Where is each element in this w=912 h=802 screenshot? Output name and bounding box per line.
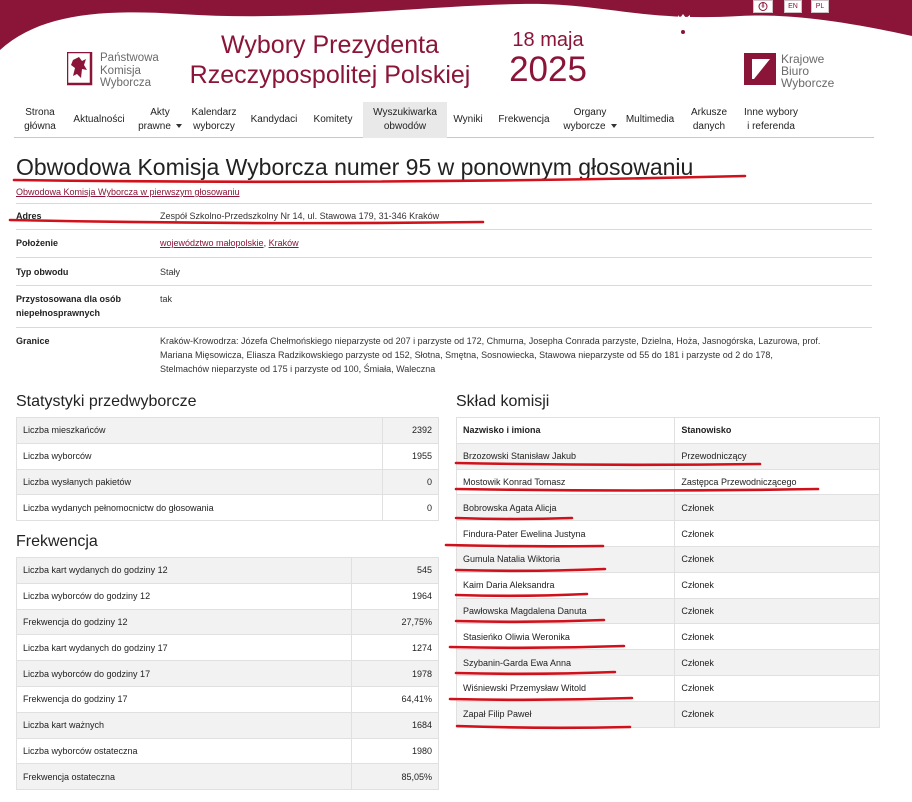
detail-value: Stały (160, 267, 181, 277)
pkw-logo-icon[interactable] (67, 52, 95, 86)
table-row: Zapał Filip Paweł Członek (457, 701, 880, 727)
table-row: Liczba wysłanych pakietów 0 (17, 469, 439, 495)
nav-data-sheets[interactable]: Arkusze danych (690, 107, 728, 132)
detail-value: województwo małopolskie, Kraków (160, 238, 299, 248)
first-round-link[interactable]: Obwodowa Komisja Wyborcza w pierwszym głosowaniu (16, 187, 240, 197)
nav-committees[interactable]: Komitety (313, 114, 353, 125)
turnout-heading: Frekwencja (16, 533, 98, 550)
nav-multimedia[interactable]: Multimedia (625, 114, 675, 125)
table-row: Liczba wyborców do godziny 12 1964 (17, 583, 439, 609)
turnout-table (16, 557, 439, 790)
detail-label: Typ obwodu (16, 267, 69, 277)
nav-home[interactable]: Strona główna (24, 107, 56, 132)
table-row: Frekwencja do godziny 12 27,75% (17, 609, 439, 635)
city-link[interactable]: Kraków (268, 238, 299, 248)
table-row: Liczba mieszkańców 2392 (17, 418, 439, 444)
voivodeship-link[interactable]: województwo małopolskie (160, 238, 264, 248)
kbw-name[interactable]: Krajowe Biuro Wyborcze (781, 52, 835, 90)
table-row: Gumula Natalia Wiktoria Członek (457, 546, 880, 572)
detail-label: Położenie (16, 238, 59, 248)
lang-en-button[interactable]: EN (784, 0, 802, 13)
table-row: Bobrowska Agata Alicja Członek (457, 495, 880, 521)
table-row: Liczba wyborców do godziny 17 1978 (17, 661, 439, 687)
table-row: Liczba wyborców ostateczna 1980 (17, 738, 439, 764)
detail-district-type (16, 257, 872, 285)
commission-table (456, 417, 880, 728)
nav-news[interactable]: Aktualności (73, 114, 125, 125)
nav-other-elections[interactable]: Inne wybory i referenda (744, 107, 798, 132)
kbw-logo-icon[interactable] (744, 53, 776, 85)
nav-candidates[interactable]: Kandydaci (250, 114, 298, 125)
detail-label: Adres (16, 211, 42, 221)
table-row: Liczba kart wydanych do godziny 17 1274 (17, 635, 439, 661)
commission-heading: Skład komisji (456, 393, 550, 410)
lang-pl-button[interactable]: PL (811, 0, 829, 13)
table-row: Findura-Pater Ewelina Justyna Członek (457, 521, 880, 547)
page-title: Obwodowa Komisja Wyborcza numer 95 w ponownym głosowaniu (16, 154, 694, 180)
detail-value: Kraków-Krowodrza: Józefa Chełmońskiego nieparzyste od 207 i parzyste od 172, Chmurna, Josepha Conrada parzyste, Dzielna, Hoża, Jasnogórska, Lazurowa, prof. Mariana Mięsowicza, Eliasza Radzikowskiego parzyste od 152, Słotna, Smętna, Sosnowiecka, Stawowa nieparzyste od 55 do 181 i parzyste od 2 do 178, Stelmachów nieparzyste od 175 i parzyste od 100, Śmiała, Waleczna (160, 336, 821, 374)
table-row: Liczba wyborców 1955 (17, 443, 439, 469)
column-header-name: Nazwisko i imiona (457, 418, 675, 444)
table-row: Frekwencja do godziny 17 64,41% (17, 686, 439, 712)
table-row: Pawłowska Magdalena Danuta Członek (457, 598, 880, 624)
table-row: Brzozowski Stanisław Jakub Przewodniczący (457, 443, 880, 469)
table-row: Kaim Daria Aleksandra Członek (457, 572, 880, 598)
table-header-row (457, 418, 880, 444)
detail-accessibility (16, 285, 872, 327)
table-row: Szybanin-Garda Ewa Anna Członek (457, 650, 880, 676)
nav-calendar[interactable]: Kalendarz wyborczy (191, 107, 237, 132)
table-row: Liczba wydanych pełnomocnictw do głosowania 0 (17, 495, 439, 521)
table-row: Frekwencja ostateczna 85,05% (17, 764, 439, 790)
nav-legal-acts[interactable]: Akty prawne (134, 102, 186, 138)
pkw-name[interactable]: Państwowa Komisja Wyborcza (100, 52, 159, 89)
nav-results[interactable]: Wyniki (453, 114, 483, 125)
detail-label: Granice (16, 336, 50, 346)
stats-table (16, 417, 439, 521)
main-navigation (14, 102, 874, 138)
table-row: Liczba kart wydanych do godziny 12 545 (17, 558, 439, 584)
nav-turnout[interactable]: Frekwencja (498, 114, 550, 125)
column-header-role: Stanowisko (675, 418, 880, 444)
site-header (0, 0, 912, 100)
nav-district-search[interactable]: Wyszukiwarka obwodów (363, 102, 447, 138)
stats-heading: Statystyki przedwyborcze (16, 393, 197, 410)
eagle-emblem-icon (650, 14, 720, 94)
table-row: Stasieńko Oliwia Weronika Członek (457, 624, 880, 650)
table-row: Liczba kart ważnych 1684 (17, 712, 439, 738)
election-date: 18 maja 2025 (509, 29, 587, 89)
detail-location (16, 229, 872, 257)
detail-value: Zespół Szkolno-Przedszkolny Nr 14, ul. Stawowa 179, 31-346 Kraków (160, 211, 440, 221)
table-row: Wiśniewski Przemysław Witold Członek (457, 675, 880, 701)
nav-electoral-bodies[interactable]: Organy wyborcze (562, 102, 618, 138)
chevron-down-icon (611, 124, 617, 128)
detail-value: tak (160, 294, 173, 304)
detail-borders (16, 327, 872, 379)
accessibility-icon[interactable] (753, 0, 773, 13)
table-row: Mostowik Konrad Tomasz Zastępca Przewodniczącego (457, 469, 880, 495)
chevron-down-icon (176, 124, 182, 128)
detail-address (16, 203, 872, 229)
detail-label: Przystosowana dla osób niepełnosprawnych (16, 294, 122, 318)
election-title: Wybory Prezydenta Rzeczypospolitej Polskiej (189, 31, 471, 89)
